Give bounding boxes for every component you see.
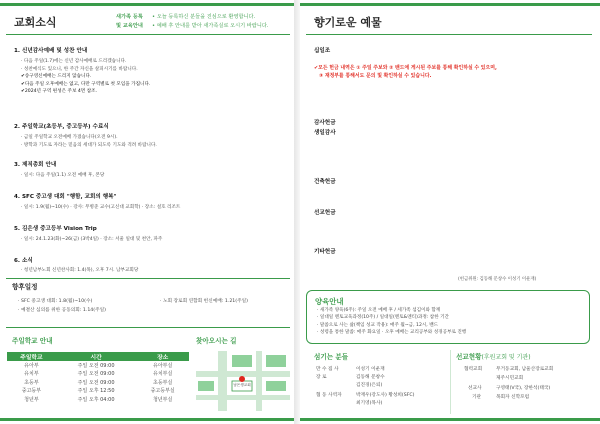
map-graphic <box>196 351 290 411</box>
schedule-header: 주일학교 <box>7 352 56 361</box>
divider <box>6 327 290 328</box>
events-title: 향후일정 <box>12 283 38 291</box>
section-item: · 청년남부노회 신년찬사회: 1.4(목), 오후 7시. 남부교회당 <box>21 268 139 273</box>
server-role: 장 로 <box>316 375 327 380</box>
divider <box>306 34 592 35</box>
divider <box>6 278 290 279</box>
mission-category: 기관 <box>472 395 482 400</box>
mission-title-sub: (후원교회 및 기관) <box>481 354 531 361</box>
church-label: 남은생교회 <box>233 383 251 387</box>
section-heading: 6. 소식 <box>14 258 33 264</box>
cell: 유치부실 <box>153 371 173 378</box>
section-item: ✔송구영신예배는 드리지 않습니다. <box>21 74 92 80</box>
cell: 청년부 <box>24 396 39 403</box>
mission-category: 협력교회 <box>464 367 483 372</box>
map-title: 찾아오시는 길 <box>196 337 237 345</box>
section-5 <box>14 224 288 244</box>
offering-field-tithe: 십일조 <box>314 48 331 54</box>
cell: 주일 오전 09:00 <box>77 371 115 378</box>
offering-field-building: 건축헌금 <box>314 179 336 185</box>
section-heading: 5. 김은생 중고등부 Vision Trip <box>14 226 97 232</box>
map-block <box>198 381 214 391</box>
church-map <box>196 351 290 411</box>
section-6 <box>14 256 288 275</box>
cell: 유아부실 <box>153 362 173 369</box>
section-heading: 3. 제직총회 안내 <box>14 162 57 168</box>
cell: 초등부실 <box>153 379 173 386</box>
offering-field-birthday: 생일감사 <box>314 130 336 136</box>
event-item: · SFC 중고생 대회: 1.8(월)~10(수) <box>18 299 93 304</box>
cell: 중고등부실 <box>150 388 175 395</box>
mission-partners: 제주시민교회 <box>496 376 524 381</box>
server-names: 이성기 이운재 <box>356 367 385 372</box>
map-block <box>266 381 286 391</box>
servers-title: 섬기는 분들 <box>314 353 349 361</box>
cell: 청년부실 <box>153 396 173 403</box>
schedule-header: 시간 <box>56 352 136 361</box>
map-block <box>232 355 252 367</box>
section-item: · 일시: 24.1.23(화)~26(금) (3박4일) · 장소: 서울 일대 및 천안, 파주 <box>21 237 163 242</box>
cell: 중고등부 <box>21 388 42 395</box>
nurture-title: 양육안내 <box>315 297 344 306</box>
notice-line-1: ✔모든 헌금 내역은 ① 주일 주보와 ② 밴드에 게시된 주보를 통해 확인하실 수 있으며, <box>314 65 497 71</box>
nurture-item: · 일대일 멘토교육과정(10주) / 일대일(멘토&멘티)과정: 참한 기간 <box>317 315 449 321</box>
divider <box>6 34 290 35</box>
cell: 주일 오전 09:00 <box>77 362 115 369</box>
offering-notice <box>314 64 592 80</box>
schedule-header: 장소 <box>136 352 189 361</box>
section-item: · 방학과 기도로 자라는 믿음의 세대가 되도록 기도와 격려 바랍니다. <box>21 142 157 148</box>
section-item: ✔다음 주일 오후예배는 없고, 다만 구역별로 첫 모임을 가집니다. <box>21 81 151 87</box>
schedule-table <box>7 352 189 404</box>
schedule-row <box>7 387 189 396</box>
nurture-list <box>317 307 583 337</box>
greeting-box: 새가족 등록 • 오늘 등록하신 분들을 진심으로 환영합니다. 및 교육안내 • 예배 후 안내를 받아 새가족실로 오시기 바랍니다. <box>116 14 269 29</box>
offering-field-thanks: 감사헌금 <box>314 120 336 126</box>
cell: 유아부 <box>24 362 39 369</box>
section-item: · 일시: 다음 주일(1.1) 오전 예배 후, 본당 <box>21 173 105 178</box>
cell: 주일 오후 12:50 <box>77 388 115 395</box>
greeting-label-1: 새가족 등록 <box>116 14 143 20</box>
section-heading: 2. 주일학교(초등부, 중고등부) 수료식 <box>14 124 109 130</box>
cell: 초등부 <box>24 379 39 386</box>
mission-title-main: 선교현황 <box>456 353 482 361</box>
section-item: · 다음 주일(1.7)에는 신년 감사예배로 드리겠습니다. <box>21 59 127 64</box>
bottom-bar-left <box>0 418 294 421</box>
schedule-row <box>7 370 189 379</box>
offering-field-mission: 선교헌금 <box>314 210 336 216</box>
server-names: 최기영(목사) <box>356 401 383 406</box>
event-item: · 노회 장로회 연합회 헌신예배: 1.21(주일) <box>160 299 249 304</box>
server-role: 협 동 사역자 <box>316 393 342 398</box>
location-pin-icon <box>239 376 245 382</box>
cell: 주일 오후 04:00 <box>77 396 115 403</box>
map-block <box>266 355 286 367</box>
top-bar <box>300 3 600 6</box>
schedule-row <box>7 395 189 404</box>
section-item: · 일시: 1.9(월)~10(수) · 강사: 무병준 교수(고신대 교회학) · 장소: 설호 리조트 <box>21 205 181 210</box>
greeting-label-2: 및 교육안내 <box>116 23 143 29</box>
mission-partners: 목회자 신학포럼 <box>496 395 530 400</box>
mission-partners: 구영태(V국), 장한석(태국) <box>496 386 551 391</box>
section-item: · 금일 주일학교 오전예배 가졌습니다(오전 9시). <box>21 135 118 140</box>
right-page <box>300 0 600 424</box>
section-2 <box>14 122 288 149</box>
section-3 <box>14 160 288 180</box>
offering-field-other: 기타헌금 <box>314 249 336 255</box>
mission-partners: 무거동교회, 남울산장로교회 <box>496 367 554 372</box>
server-names: 김동해 문창수 <box>356 375 385 380</box>
schedule-row <box>7 378 189 387</box>
section-heading: 1. 신년감사예배 및 성찬 안내 <box>14 48 88 54</box>
column-divider <box>450 350 451 414</box>
cell: 주일 오전 09:00 <box>77 379 115 386</box>
mission-title <box>456 351 531 361</box>
section-item: · 성찬예식도 있으니, 한 주간 자신을 살피시기를 바랍니다. <box>21 66 138 72</box>
greeting-line-2: 예배 후 안내를 받아 새가족실로 오시기 바랍니다. <box>156 23 269 29</box>
nurture-item: · 새가족 양육(6주): 주일 오전 예배 후 / 세가족 섬김이와 함께 <box>317 308 441 313</box>
page-title: 교회소식 <box>14 16 57 29</box>
mission-category: 선교사 <box>468 386 482 391</box>
page-title: 향기로운 예물 <box>314 16 382 29</box>
schedule-row <box>7 361 189 370</box>
nurture-item: · 말씀으로 사는 삶(책임 성교 작용): 매주 월~금, 12시, 밴드 <box>317 322 439 328</box>
offering-counters: (헌금위원: 김동해 문창수 이성기 이운재) <box>458 277 537 282</box>
server-role: 만 수 집 사 <box>316 367 339 372</box>
left-page <box>0 0 294 424</box>
bottom-bar <box>300 418 600 421</box>
server-names: 김진경(은퇴) <box>356 383 383 388</box>
section-heading: 4. SFC 중고생 대회 "행함, 교회의 행복" <box>14 194 117 200</box>
section-1 <box>14 46 288 96</box>
section-item: ✔2024년 구역 편성은 주보 4면 참조. <box>21 89 98 95</box>
section-4 <box>14 192 288 212</box>
event-item: · 예결산 심의를 위한 공동의회: 1.14(주일) <box>18 308 107 313</box>
top-bar <box>0 3 294 6</box>
server-names: 박재우(강도사) 황성희(SFC) <box>356 393 415 398</box>
cell: 유치부 <box>24 371 39 378</box>
notice-line-2: ③ 재정부를 통해서도 문의 및 확인하실 수 있습니다. <box>319 73 432 79</box>
schedule-title: 주일학교 안내 <box>12 337 53 345</box>
greeting-line-1: 오늘 등록하신 분들을 진심으로 환영합니다. <box>156 14 256 20</box>
nurture-box <box>306 290 590 344</box>
nurture-item: · 성령을 통한 말씀: 매주 화요일 · 오후 예배는 교리공부와 성경공부로 진행 <box>317 330 467 336</box>
